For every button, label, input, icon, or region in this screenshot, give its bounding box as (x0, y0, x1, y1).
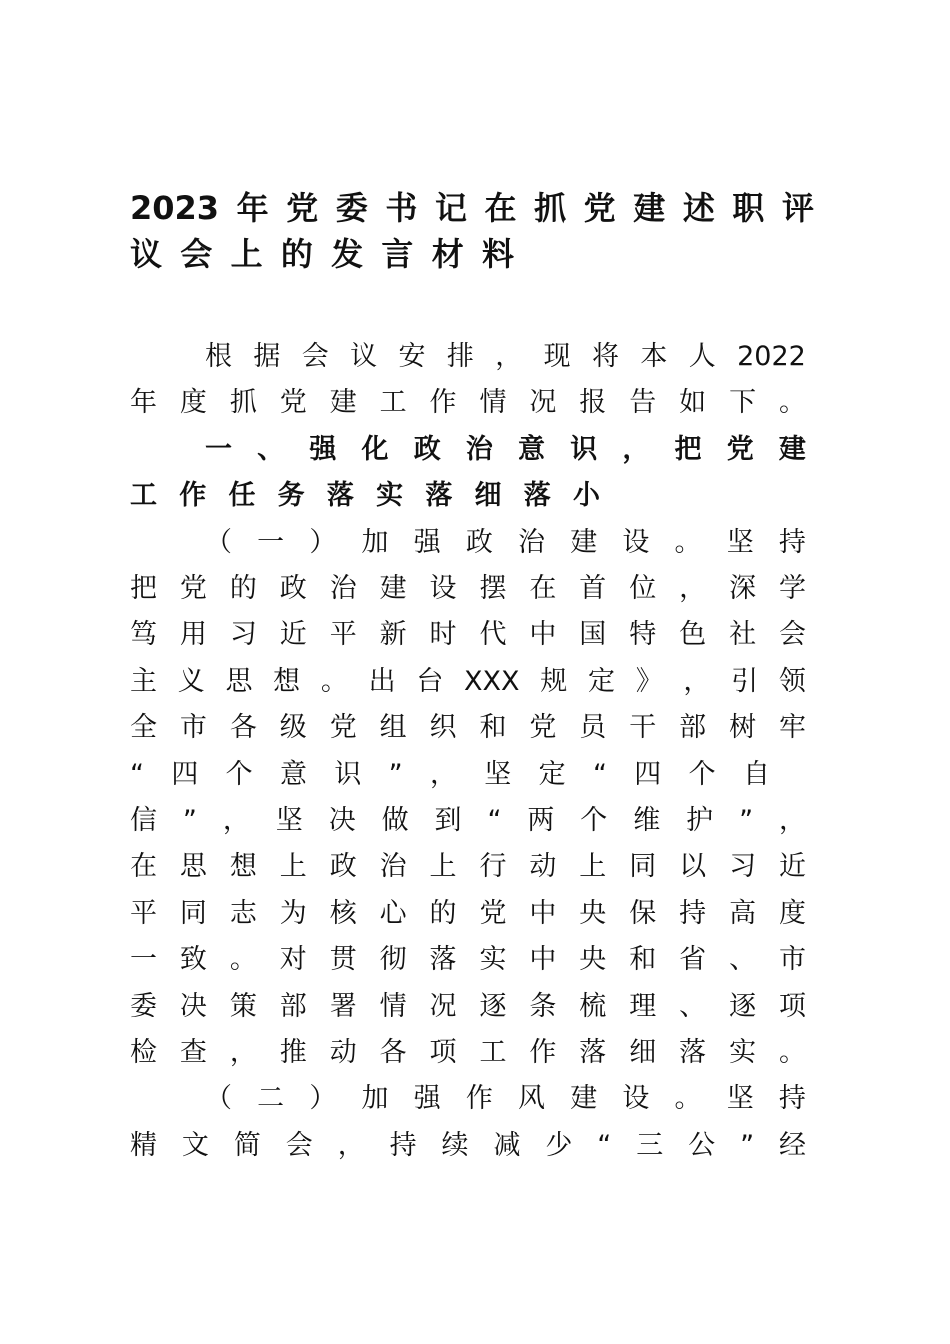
body-line: 年 度 抓 党 建 工 作 情 况 报 告 如 下 。 (130, 387, 806, 418)
body-line: 平 同 志 为 核 心 的 党 中 央 保 持 高 度 (130, 898, 806, 929)
body-line: 一 致 。 对 贯 彻 落 实 中 央 和 省 、 市 (130, 944, 806, 975)
body-line: 在 思 想 上 政 治 上 行 动 上 同 以 习 近 (130, 851, 806, 882)
body-line: “ 四 个 意 识 ” ， 坚 定 “ 四 个 自 (130, 759, 770, 790)
title-line: 2023 年 党 委 书 记 在 抓 党 建 述 职 评 (130, 189, 814, 227)
body-line: 精 文 简 会 ， 持 续 减 少 “ 三 公 ” 经 (130, 1130, 806, 1161)
body-line: 检 查 ， 推 动 各 项 工 作 落 细 落 实 。 (130, 1037, 806, 1068)
body-line: 笃 用 习 近 平 新 时 代 中 国 特 色 社 会 (130, 619, 806, 650)
body-line: 主 义 思 想 。 出 台 XXX 规 定 》 ， 引 领 (130, 666, 806, 697)
body-line: 根 据 会 议 安 排 ， 现 将 本 人 2022 (205, 341, 806, 372)
body-line: 把 党 的 政 治 建 设 摆 在 首 位 ， 深 学 (130, 573, 806, 604)
body-line: 委 决 策 部 署 情 况 逐 条 梳 理 、 逐 项 (130, 991, 806, 1022)
body-line: 信 ” ， 坚 决 做 到 “ 两 个 维 护 ” ， (130, 805, 806, 836)
body-line: （ 一 ） 加 强 政 治 建 设 。 坚 持 (205, 527, 806, 558)
body-line: 一 、 强 化 政 治 意 识 ， 把 党 建 (205, 434, 806, 465)
title-line: 议 会 上 的 发 言 材 料 (130, 235, 514, 273)
body-line: （ 二 ） 加 强 作 风 建 设 。 坚 持 (205, 1083, 806, 1114)
body-line: 全 市 各 级 党 组 织 和 党 员 干 部 树 牢 (130, 712, 806, 743)
body-line: 工 作 任 务 落 实 落 细 落 小 (130, 480, 600, 511)
